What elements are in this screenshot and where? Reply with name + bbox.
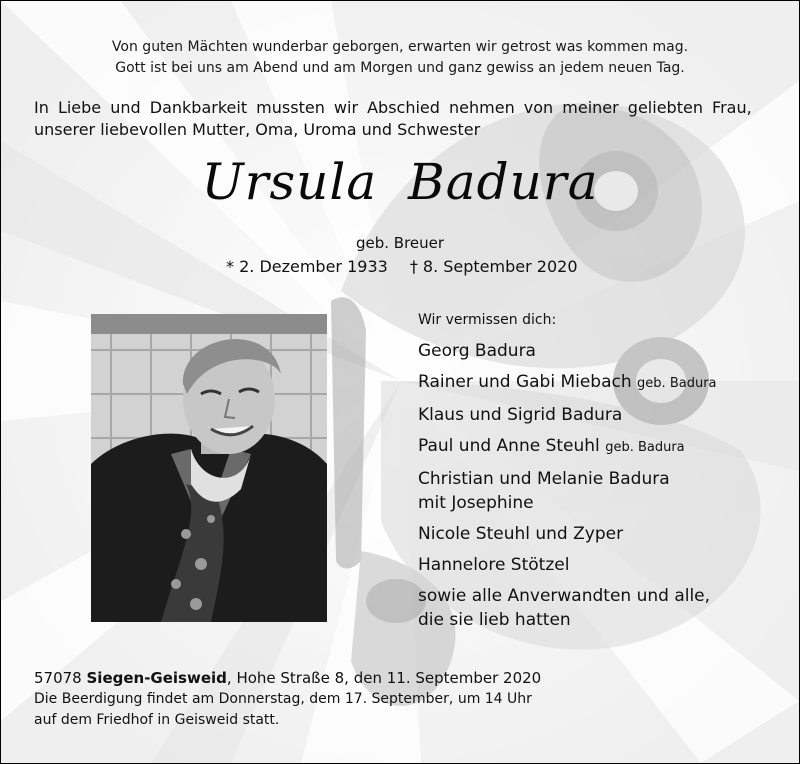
intro-text bbox=[34, 97, 774, 141]
birth-date: * 2. Dezember 1933 bbox=[226, 257, 388, 276]
zip-code: 57078 bbox=[34, 669, 82, 687]
notice-date: 11. September 2020 bbox=[386, 669, 542, 687]
intro-line: In Liebe und Dankbarkeit mussten wir Abschied nehmen von meiner geliebten Frau, bbox=[34, 98, 752, 117]
mourner-maiden-name: geb. Badura bbox=[637, 376, 717, 391]
mourner-name: Rainer und Gabi Miebach bbox=[418, 372, 632, 392]
mourner-name: Nicole Steuhl und Zyper bbox=[418, 524, 624, 544]
list-item bbox=[418, 467, 788, 515]
list-item bbox=[418, 584, 788, 632]
mourners-lead: Wir vermissen dich: bbox=[418, 312, 557, 328]
footer-info bbox=[34, 668, 774, 731]
notice-content bbox=[1, 1, 799, 763]
death-date: † 8. September 2020 bbox=[409, 257, 578, 276]
city: Siegen-Geisweid bbox=[86, 669, 227, 687]
mourner-name: Klaus und Sigrid Badura bbox=[418, 405, 623, 425]
mourners-list bbox=[418, 310, 788, 639]
list-item bbox=[418, 370, 788, 396]
motto bbox=[1, 37, 799, 79]
intro-line: unserer liebevollen Mutter, Oma, Uroma und Schwester bbox=[34, 120, 481, 139]
list-item bbox=[418, 434, 788, 460]
maiden-name: geb. Breuer bbox=[356, 234, 445, 252]
mourner-name: Christian und Melanie Badura bbox=[418, 469, 670, 489]
mourner-name-continued: mit Josephine bbox=[418, 493, 534, 513]
list-item bbox=[418, 553, 788, 577]
address: , Hohe Straße 8, den bbox=[226, 669, 382, 687]
list-item bbox=[418, 339, 788, 363]
funeral-info: Die Beerdigung findet am Donnerstag, dem 17. September, um 14 Uhr bbox=[34, 691, 532, 707]
life-dates bbox=[226, 256, 786, 278]
portrait-photo bbox=[91, 314, 327, 622]
mourner-maiden-name: geb. Badura bbox=[605, 440, 685, 455]
mourner-name: Georg Badura bbox=[418, 341, 536, 361]
place-and-date bbox=[34, 668, 774, 689]
motto-line: Von guten Mächten wunderbar geborgen, erwarten wir getrost was kommen mag. bbox=[111, 39, 689, 55]
list-item bbox=[418, 522, 788, 546]
mourner-name-continued: die sie lieb hatten bbox=[418, 610, 571, 630]
motto-line: Gott ist bei uns am Abend und am Morgen und ganz gewiss an jedem neuen Tag. bbox=[115, 60, 685, 76]
mourner-name: Hannelore Stötzel bbox=[418, 555, 570, 575]
deceased-name: Ursula Badura bbox=[201, 153, 599, 211]
mourner-name: sowie alle Anverwandten und alle, bbox=[418, 586, 711, 606]
funeral-location: auf dem Friedhof in Geisweid statt. bbox=[34, 712, 280, 728]
mourner-name: Paul und Anne Steuhl bbox=[418, 436, 600, 456]
list-item bbox=[418, 403, 788, 427]
